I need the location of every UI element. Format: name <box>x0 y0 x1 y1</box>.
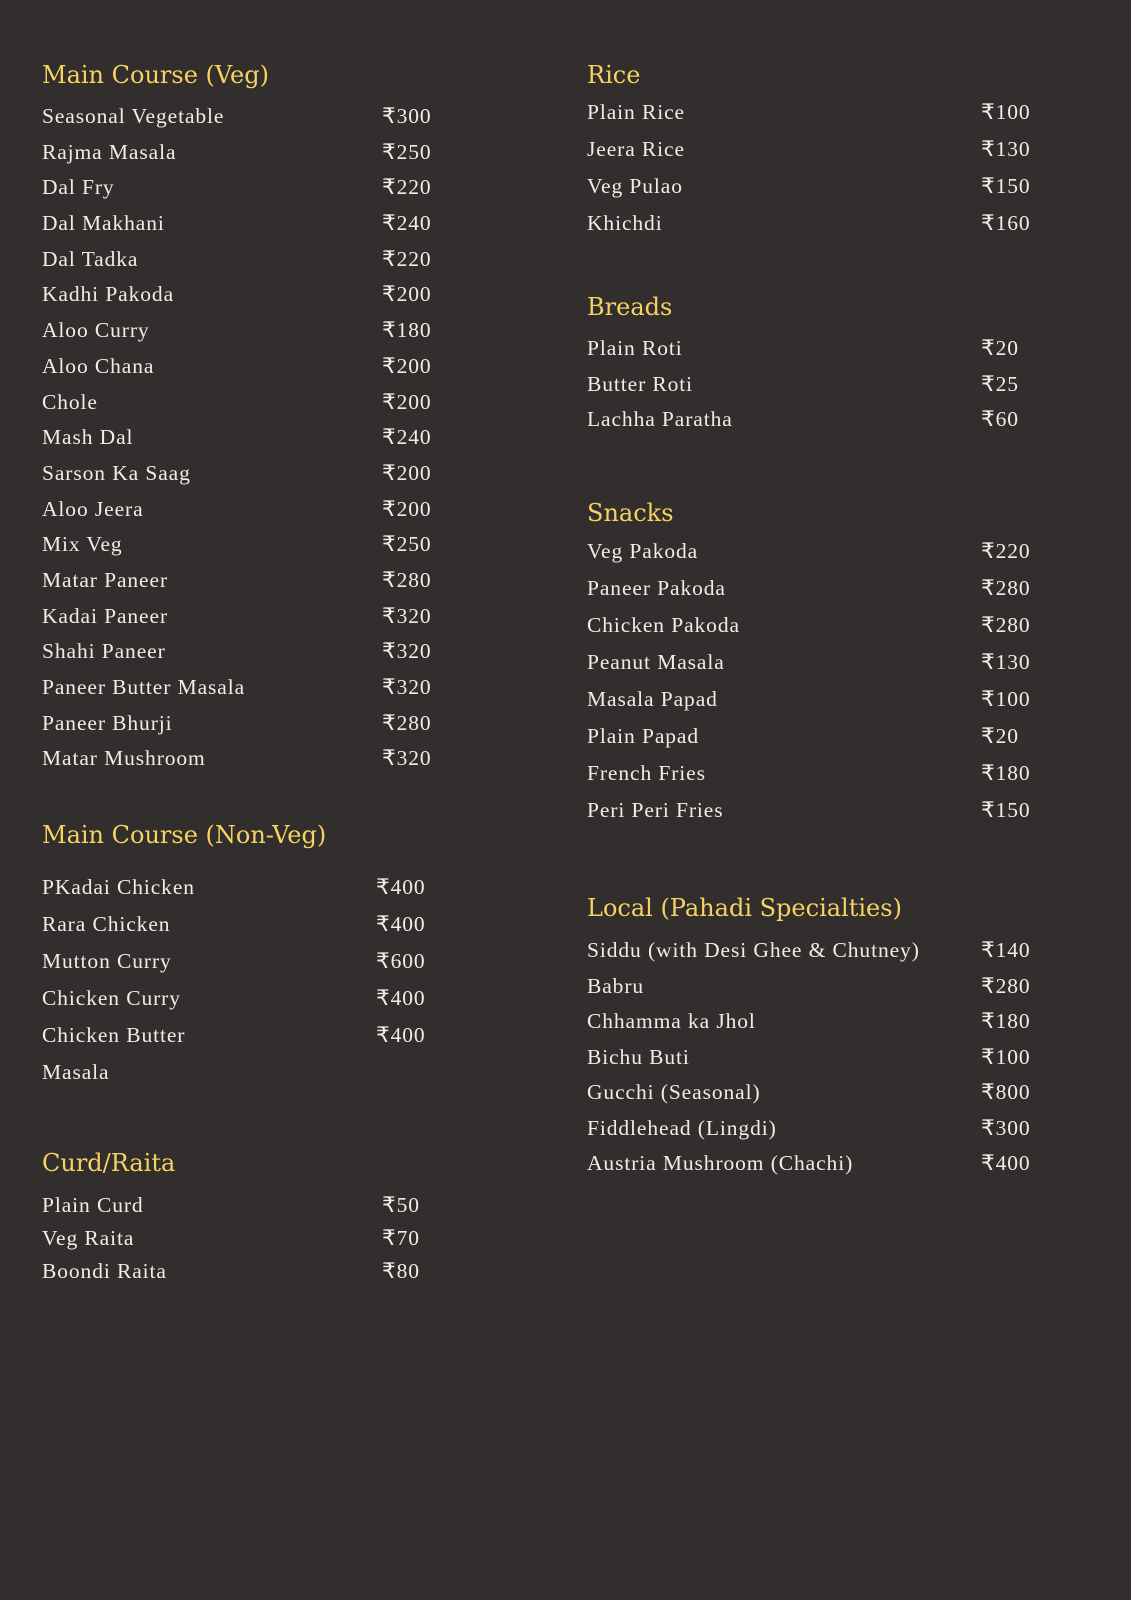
menu-item <box>42 246 432 283</box>
section-curd-raita <box>42 1148 420 1292</box>
item-price: ₹240 <box>382 425 432 450</box>
section-breads <box>587 292 1019 443</box>
menu-item <box>42 912 426 949</box>
menu-item <box>42 460 432 497</box>
item-name: Matar Paneer <box>42 567 169 592</box>
item-price: ₹240 <box>382 211 432 236</box>
item-price: ₹400 <box>981 1151 1031 1175</box>
section-main-course-non-veg <box>42 820 426 1091</box>
item-name: Fiddlehead (Lingdi) <box>587 1115 777 1140</box>
menu-item <box>587 174 1031 211</box>
menu-item <box>42 496 432 533</box>
menu-list <box>42 1193 420 1292</box>
item-name: Peri Peri Fries <box>587 798 724 822</box>
item-price: ₹150 <box>981 798 1031 822</box>
item-price: ₹100 <box>981 1044 1031 1069</box>
item-name: Mutton Curry <box>42 949 172 973</box>
item-price: ₹20 <box>981 724 1019 748</box>
item-name: Chhamma ka Jhol <box>587 1009 756 1033</box>
menu-item <box>42 425 432 461</box>
item-price: ₹600 <box>376 949 426 973</box>
item-price: ₹200 <box>382 353 432 378</box>
menu-item <box>42 567 432 604</box>
menu-list <box>587 100 1031 248</box>
item-price: ₹250 <box>382 139 432 164</box>
section-local-pahadi-specialties <box>587 893 1031 1187</box>
item-name: Seasonal Vegetable <box>42 104 225 128</box>
menu-list <box>587 336 1019 443</box>
item-price: ₹280 <box>382 710 432 735</box>
item-name: Shahi Paneer <box>42 639 166 664</box>
item-name: Bichu Buti <box>587 1044 690 1069</box>
item-name: Kadai Paneer <box>42 603 169 628</box>
section-rice <box>587 60 1031 248</box>
item-price: ₹140 <box>981 938 1031 962</box>
item-name: Matar Mushroom <box>42 746 206 771</box>
menu-item <box>42 211 432 247</box>
menu-item <box>587 938 1031 974</box>
item-name: Dal Fry <box>42 175 115 200</box>
item-price: ₹300 <box>382 104 432 128</box>
menu-item <box>42 875 426 912</box>
menu-item <box>42 282 432 318</box>
item-name: Mash Dal <box>42 425 134 450</box>
section-title: Breads <box>587 293 673 321</box>
menu-item <box>42 675 432 711</box>
item-price: ₹180 <box>981 1009 1031 1033</box>
item-price: ₹180 <box>981 761 1031 785</box>
item-name: Veg Pulao <box>587 174 683 198</box>
item-name: Peanut Masala <box>587 650 725 674</box>
menu-item <box>587 724 1019 761</box>
item-price: ₹400 <box>376 986 426 1010</box>
item-name: Siddu (with Desi Ghee & Chutney) <box>587 938 920 962</box>
item-name: Chole <box>42 389 98 414</box>
item-name: Rara Chicken <box>42 912 171 936</box>
item-price: ₹50 <box>382 1193 420 1217</box>
item-name: Paneer Bhurji <box>42 710 173 735</box>
item-price: ₹320 <box>382 675 432 699</box>
item-price: ₹280 <box>981 973 1031 998</box>
item-name: Paneer Pakoda <box>587 576 726 600</box>
item-name: Butter Roti <box>587 371 694 396</box>
item-price: ₹100 <box>981 100 1031 124</box>
item-price: ₹200 <box>382 282 432 307</box>
menu-item <box>587 687 1031 724</box>
item-price: ₹130 <box>981 137 1031 161</box>
menu-item <box>587 650 1031 687</box>
item-name: Rajma Masala <box>42 139 177 164</box>
item-name: Chicken Pakoda <box>587 613 740 637</box>
menu-list <box>42 875 426 1091</box>
item-name: Plain Curd <box>42 1193 144 1217</box>
menu-item <box>42 104 432 140</box>
item-price: ₹20 <box>981 336 1019 360</box>
menu-item <box>42 710 432 747</box>
section-title: Main Course (Non-Veg) <box>42 821 327 849</box>
menu-item <box>42 1193 420 1226</box>
item-name: PKadai Chicken <box>42 875 195 899</box>
menu-item <box>42 389 432 426</box>
item-price: ₹220 <box>382 175 432 200</box>
menu-item <box>42 603 432 640</box>
item-name: Dal Tadka <box>42 246 139 271</box>
item-price: ₹200 <box>382 496 432 521</box>
menu-item <box>587 539 1031 576</box>
item-name: Masala Papad <box>587 687 718 711</box>
menu-item <box>587 371 1019 408</box>
item-name: Plain Rice <box>587 100 685 124</box>
item-price: ₹400 <box>376 875 426 899</box>
item-price: ₹150 <box>981 174 1031 198</box>
menu-item <box>587 336 1019 372</box>
menu-item <box>587 576 1031 613</box>
item-price: ₹70 <box>382 1226 420 1250</box>
menu-item <box>42 1017 426 1091</box>
item-name: Austria Mushroom (Chachi) <box>587 1151 854 1175</box>
item-price: ₹60 <box>981 407 1019 431</box>
menu-item <box>42 746 432 782</box>
menu-item <box>42 949 426 986</box>
section-title: Rice <box>587 61 641 89</box>
section-title: Local (Pahadi Specialties) <box>587 894 902 922</box>
menu-item <box>42 1226 420 1259</box>
item-price: ₹220 <box>981 539 1031 563</box>
menu-item <box>587 798 1031 835</box>
menu-list <box>587 938 1031 1187</box>
menu-item <box>42 175 432 211</box>
item-name: Paneer Butter Masala <box>42 675 246 699</box>
menu-item <box>587 100 1031 137</box>
item-name: Khichdi <box>587 211 663 235</box>
section-title: Curd/Raita <box>42 1149 176 1177</box>
item-name: Veg Raita <box>42 1226 135 1250</box>
item-price: ₹800 <box>981 1080 1031 1104</box>
item-name: Jeera Rice <box>587 137 685 161</box>
item-price: ₹250 <box>382 532 432 557</box>
item-price: ₹160 <box>981 211 1031 235</box>
menu-item <box>587 1080 1031 1116</box>
item-name: Chicken Butter Masala <box>42 1023 186 1084</box>
section-title: Main Course (Veg) <box>42 61 269 89</box>
section-snacks <box>587 498 1031 835</box>
menu-item <box>42 318 432 354</box>
item-name: Gucchi (Seasonal) <box>587 1080 761 1104</box>
menu-item <box>42 139 432 176</box>
menu-item <box>587 1009 1031 1045</box>
item-name: Plain Roti <box>587 336 683 360</box>
menu-item <box>587 613 1031 650</box>
item-name: Kadhi Pakoda <box>42 282 175 307</box>
menu-item <box>587 1115 1031 1152</box>
item-price: ₹25 <box>981 371 1019 396</box>
item-price: ₹280 <box>382 567 432 592</box>
item-price: ₹200 <box>382 389 432 414</box>
item-name: Aloo Curry <box>42 318 150 343</box>
item-price: ₹320 <box>382 603 432 628</box>
menu-item <box>42 639 432 675</box>
item-price: ₹220 <box>382 246 432 271</box>
section-main-course-veg <box>42 60 432 782</box>
item-price: ₹400 <box>376 1023 426 1047</box>
menu-item <box>587 761 1031 798</box>
menu-item <box>587 407 1019 443</box>
menu-item <box>42 1259 420 1292</box>
menu-item <box>587 137 1031 174</box>
menu-item <box>587 973 1031 1010</box>
item-name: Chicken Curry <box>42 986 181 1010</box>
item-name: Aloo Chana <box>42 353 155 378</box>
menu-item <box>42 532 432 568</box>
menu-list <box>587 539 1031 835</box>
item-price: ₹180 <box>382 318 432 343</box>
item-price: ₹400 <box>376 912 426 936</box>
item-price: ₹200 <box>382 460 432 485</box>
item-name: Veg Pakoda <box>587 539 699 563</box>
item-price: ₹100 <box>981 687 1031 711</box>
menu-item <box>587 1044 1031 1081</box>
item-name: Mix Veg <box>42 532 123 557</box>
item-price: ₹280 <box>981 613 1031 637</box>
item-price: ₹300 <box>981 1115 1031 1140</box>
item-name: Lachha Paratha <box>587 407 733 431</box>
item-name: Dal Makhani <box>42 211 165 236</box>
item-name: Aloo Jeera <box>42 496 144 521</box>
menu-item <box>587 211 1031 248</box>
item-price: ₹130 <box>981 650 1031 674</box>
item-name: Boondi Raita <box>42 1259 167 1283</box>
item-name: French Fries <box>587 761 706 785</box>
item-price: ₹320 <box>382 746 432 771</box>
menu-item <box>42 353 432 390</box>
item-price: ₹320 <box>382 639 432 664</box>
menu-item <box>587 1151 1031 1187</box>
section-title: Snacks <box>587 499 674 527</box>
menu-list <box>42 104 432 782</box>
item-price: ₹80 <box>382 1259 420 1283</box>
item-name: Babru <box>587 973 645 998</box>
item-price: ₹280 <box>981 576 1031 600</box>
item-name: Plain Papad <box>587 724 700 748</box>
item-name: Sarson Ka Saag <box>42 460 191 485</box>
